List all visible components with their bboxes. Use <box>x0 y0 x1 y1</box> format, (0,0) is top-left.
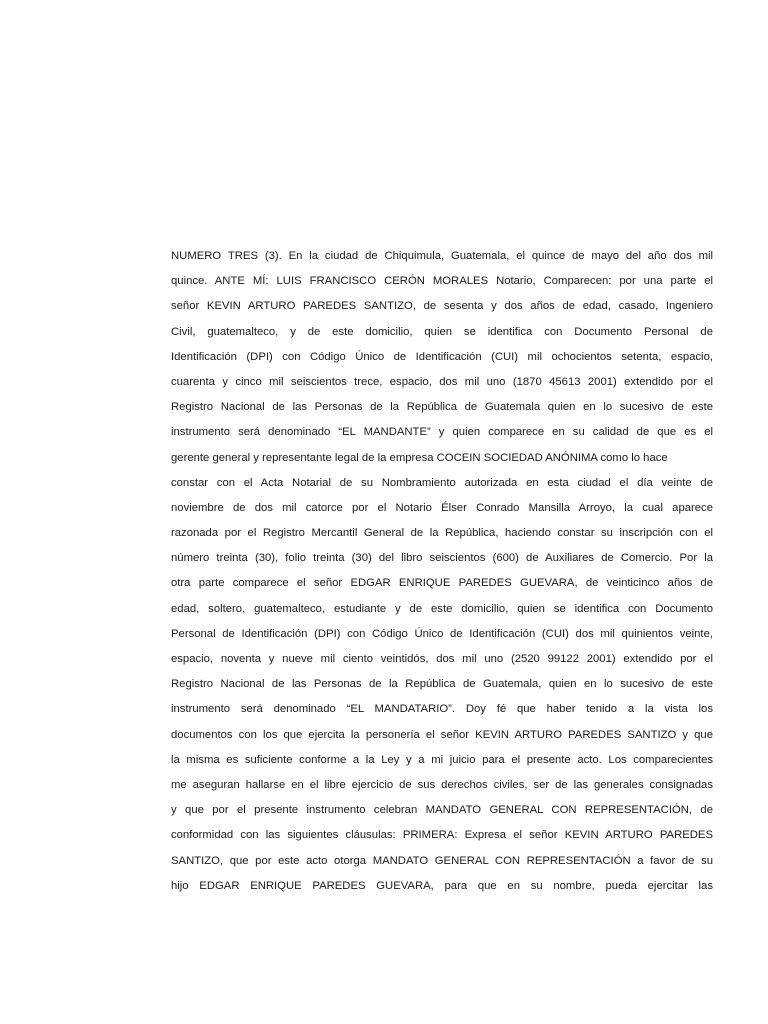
text-line: NUMERO TRES (3). En la ciudad de Chiquimula, Guatemala, el quince de mayo del año dos mil <box>171 250 713 262</box>
document-body <box>171 244 713 899</box>
text-line: la misma es suficiente conforme a la Ley y a mi juicio para el presente acto. Los comparecientes <box>171 753 713 766</box>
text-line: Registro Nacional de las Personas de la República de Guatemala, quien en lo sucesivo de este <box>171 678 713 691</box>
text-line: instrumento será denominado “EL MANDATARIO”. Doy fé que haber tenido a la vista los <box>171 703 713 716</box>
text-line: cuarenta y cinco mil seiscientos trece, espacio, dos mil uno (1870 45613 2001) extendido por el <box>171 375 713 388</box>
text-line: espacio, noventa y nueve mil ciento veintidós, dos mil uno (2520 99122 2001) extendido por el <box>171 653 713 665</box>
text-line: instrumento será denominado “EL MANDANTE” y quien comparece en su calidad de que es el <box>171 426 713 439</box>
text-line: noviembre de dos mil catorce por el Notario Élser Conrado Mansilla Arroyo, la cual aparece <box>171 501 713 514</box>
text-line: constar con el Acta Notarial de su Nombramiento autorizada en esta ciudad el día veinte de <box>171 476 713 489</box>
text-line: número treinta (30), folio treinta (30) del libro seiscientos (600) de Auxiliares de Comercio. Por la <box>171 552 713 565</box>
text-line: quince. ANTE MÍ: LUIS FRANCISCO CERÓN MORALES Notario, Comparecen: por una parte el <box>171 275 713 288</box>
text-line: SANTIZO, que por este acto otorga MANDATO GENERAL CON REPRESENTACIÓN a favor de su <box>171 854 713 867</box>
text-line: me aseguran hallarse en el libre ejercicio de sus derechos civiles, ser de las generales consignadas <box>171 778 713 791</box>
text-line: Civil, guatemalteco, y de este domicilio, quien se identifica con Documento Personal de <box>171 325 713 338</box>
text-line: Personal de Identificación (DPI) con Código Único de Identificación (CUI) dos mil quinientos veinte, <box>171 627 713 640</box>
text-line: otra parte comparece el señor EDGAR ENRIQUE PAREDES GUEVARA, de veinticinco años de <box>171 577 713 590</box>
text-line: Registro Nacional de las Personas de la República de Guatemala quien en lo sucesivo de este <box>171 401 713 414</box>
text-line: edad, soltero, guatemalteco, estudiante y de este domicilio, quien se identifica con Documento <box>171 602 713 615</box>
text-line: razonada por el Registro Mercantil General de la República, haciendo constar su inscripción con el <box>171 527 713 540</box>
text-line: gerente general y representante legal de la empresa COCEIN SOCIEDAD ANÓNIMA como lo hace <box>171 451 668 464</box>
text-line: Identificación (DPI) con Código Único de Identificación (CUI) mil ochocientos setenta, espacio, <box>171 350 713 363</box>
text-line: documentos con los que ejercita la personería el señor KEVIN ARTURO PAREDES SANTIZO y que <box>171 728 713 741</box>
text-line: y que por el presente instrumento celebran MANDATO GENERAL CON REPRESENTACIÓN, de <box>171 804 713 817</box>
text-line: conformidad con las siguientes cláusulas: PRIMERA: Expresa el señor KEVIN ARTURO PAREDES <box>171 829 713 842</box>
text-line: hijo EDGAR ENRIQUE PAREDES GUEVARA, para que en su nombre, pueda ejercitar las <box>171 879 713 892</box>
text-line: señor KEVIN ARTURO PAREDES SANTIZO, de sesenta y dos años de edad, casado, Ingeniero <box>171 300 713 313</box>
